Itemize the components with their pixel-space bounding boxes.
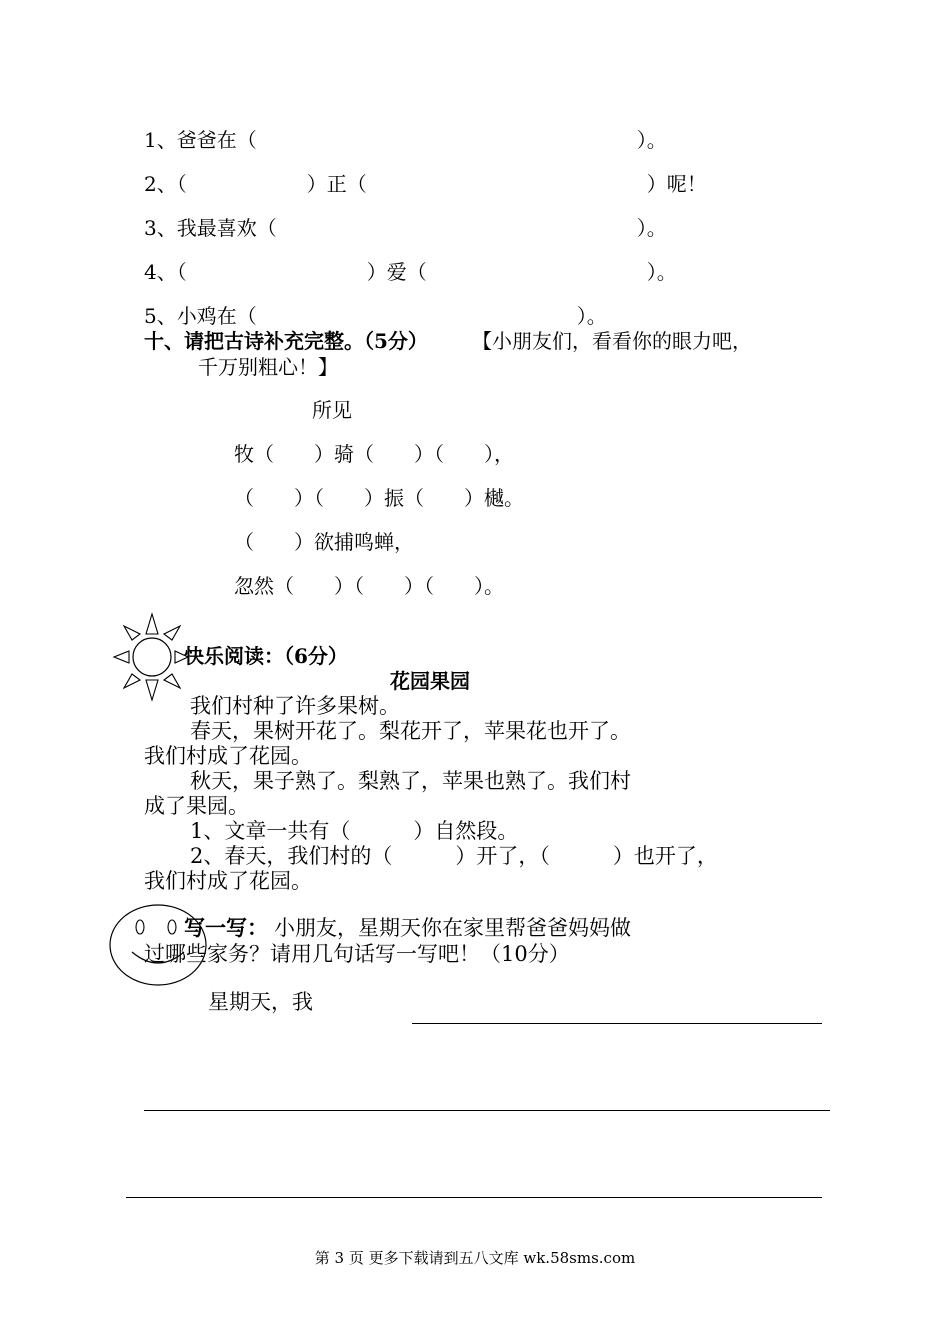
reading-heading: 快乐阅读：（6分） <box>184 644 348 668</box>
reading-para-2a: 春天，果树开花了。梨花开了，苹果花也开了。 <box>190 719 631 743</box>
reading-question-2b: 我们村成了花园。 <box>144 869 312 893</box>
writing-label: 写一写： <box>184 915 268 940</box>
reading-question-2a: 2、春天，我们村的（ ）开了，（ ）也开了， <box>190 844 718 868</box>
page-footer: 第 3 页 更多下载请到五八文库 wk.58sms.com <box>314 1249 636 1267</box>
poem-line-3: （ ）欲捕鸣蝉， <box>234 530 414 554</box>
reading-para-3a: 秋天，果子熟了。梨熟了，苹果也熟了。我们村 <box>190 769 631 793</box>
reading-para-1: 我们村种了许多果树。 <box>190 694 400 718</box>
fill-sentence-2: 2、（ ）正（ ）呢！ <box>144 172 707 196</box>
reading-para-2b: 我们村成了花园。 <box>144 744 312 768</box>
fill-sentence-1: 1、爸爸在（ ）。 <box>144 128 667 152</box>
section10-note-2: 千万别粗心！】 <box>198 355 338 379</box>
reading-para-3b: 成了果园。 <box>144 794 249 818</box>
sun-icon <box>110 610 190 702</box>
reading-title: 花园果园 <box>390 669 470 693</box>
fill-sentence-4: 4、（ ）爱（ ）。 <box>144 260 677 284</box>
section10-note-1: 【小朋友们，看看你的眼力吧， <box>472 329 752 353</box>
writing-start: 星期天，我 <box>208 990 313 1014</box>
poem-line-1: 牧（ ）骑（ ）（ ）， <box>234 442 514 466</box>
poem-line-2: （ ）（ ）振（ ）樾。 <box>234 486 524 510</box>
reading-question-1: 1、文章一共有（ ）自然段。 <box>190 819 519 843</box>
writing-prompt-2: 过哪些家务？请用几句话写一写吧！（10分） <box>144 942 570 966</box>
answer-line-1[interactable] <box>412 1023 822 1024</box>
poem-title: 所见 <box>312 398 352 422</box>
section10-heading: 十、请把古诗补充完整。（5分） <box>144 329 428 353</box>
answer-line-3[interactable] <box>126 1197 822 1198</box>
fill-sentence-5: 5、小鸡在（ ）。 <box>144 304 607 328</box>
writing-prompt-1: 小朋友，星期天你在家里帮爸爸妈妈做 <box>274 916 631 940</box>
poem-line-4: 忽然（ ）（ ）（ ）。 <box>234 574 504 598</box>
fill-sentence-3: 3、我最喜欢（ ）。 <box>144 216 667 240</box>
answer-line-2[interactable] <box>144 1110 830 1111</box>
